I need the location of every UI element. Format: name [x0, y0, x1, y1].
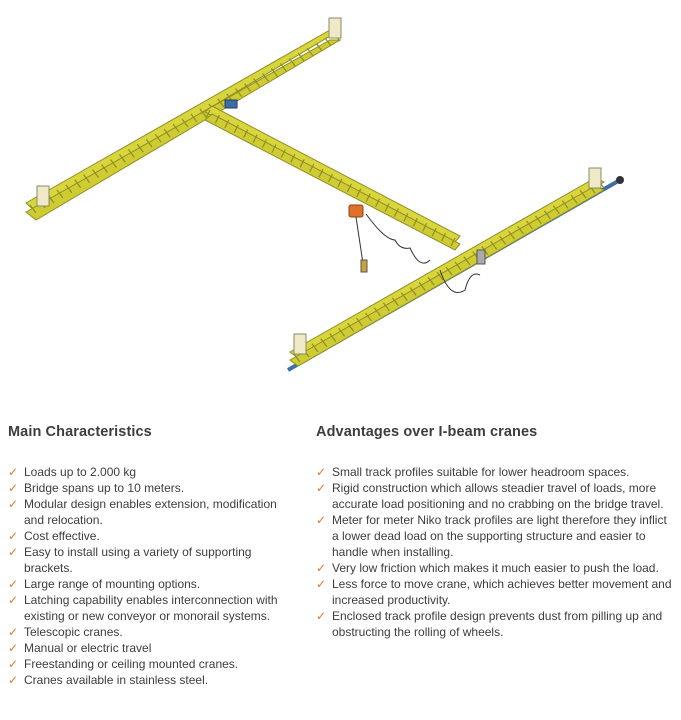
check-icon: ✓ [316, 561, 327, 575]
list-item [316, 512, 676, 560]
list-item-text: Easy to install using a variety of supporting brackets. [24, 545, 252, 575]
bridge-beam [205, 106, 460, 250]
check-icon: ✓ [8, 481, 19, 495]
list-item-text: Enclosed track profile design prevents dust from pilling up and obstructing the rolling of wheels. [332, 609, 663, 639]
check-icon: ✓ [316, 481, 327, 495]
list-item [8, 496, 298, 528]
list-item [316, 560, 676, 576]
list-item [316, 464, 676, 480]
list-item-text: Modular design enables extension, modification and relocation. [24, 497, 277, 527]
check-icon: ✓ [316, 513, 327, 527]
list-item-text: Manual or electric travel [24, 641, 152, 655]
list-item [8, 480, 298, 496]
list-item-text: Latching capability enables interconnection with existing or new conveyor or monorail systems. [24, 593, 278, 623]
list-item-text: Meter for meter Niko track profiles are light therefore they inflict a lower dead load on the supporting structure and easier to handle when installing. [332, 513, 667, 559]
check-icon: ✓ [8, 593, 19, 607]
check-icon: ✓ [316, 577, 327, 591]
check-icon: ✓ [8, 465, 19, 479]
list-item-text: Small track profiles suitable for lower headroom spaces. [332, 465, 630, 479]
check-icon: ✓ [8, 529, 19, 543]
list-item [8, 576, 298, 592]
list-item [8, 640, 298, 656]
list-item-text: Telescopic cranes. [24, 625, 123, 639]
list-item-text: Very low friction which makes it much easier to push the load. [332, 561, 659, 575]
main-characteristics-section [8, 424, 298, 688]
check-icon: ✓ [8, 545, 19, 559]
check-icon: ✓ [8, 625, 19, 639]
list-item-text: Less force to move crane, which achieves better movement and increased productivity. [332, 577, 672, 607]
list-item [8, 528, 298, 544]
list-item [8, 544, 298, 576]
list-item [8, 464, 298, 480]
main-characteristics-list [8, 464, 298, 688]
advantages-section [316, 424, 676, 640]
main-characteristics-title: Main Characteristics [8, 424, 152, 440]
check-icon: ✓ [8, 497, 19, 511]
list-item [8, 656, 298, 672]
check-icon: ✓ [8, 657, 19, 671]
list-item-text: Freestanding or ceiling mounted cranes. [24, 657, 239, 671]
list-item-text: Cranes available in stainless steel. [24, 673, 209, 687]
check-icon: ✓ [316, 465, 327, 479]
check-icon: ✓ [8, 577, 19, 591]
left-runway-beam [26, 18, 341, 220]
list-item [316, 576, 676, 608]
advantages-list [316, 464, 676, 640]
advantages-title: Advantages over I-beam cranes [316, 424, 538, 440]
list-item-text: Cost effective. [24, 529, 100, 543]
check-icon: ✓ [316, 609, 327, 623]
list-item [8, 592, 298, 624]
list-item [316, 608, 676, 640]
check-icon: ✓ [8, 641, 19, 655]
right-runway-beam [288, 168, 624, 370]
list-item-text: Rigid construction which allows steadier travel of loads, more accurate load positioning and no crabbing on the bridge travel. [332, 481, 664, 511]
list-item [316, 480, 676, 512]
list-item-text: Bridge spans up to 10 meters. [24, 481, 185, 495]
list-item [8, 624, 298, 640]
list-item [8, 672, 298, 688]
list-item-text: Large range of mounting options. [24, 577, 201, 591]
list-item-text: Loads up to 2.000 kg [24, 465, 137, 479]
check-icon: ✓ [8, 673, 19, 687]
